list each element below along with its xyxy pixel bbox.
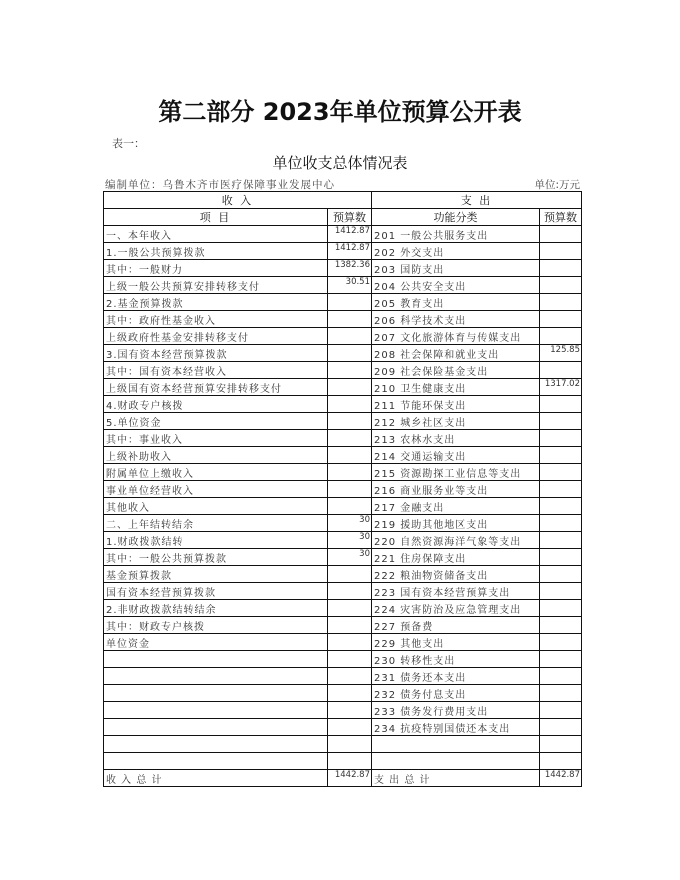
expense-amount: [540, 498, 582, 515]
table-row: [104, 566, 582, 583]
income-item: 1.财政拨款结转: [104, 532, 328, 549]
income-item: 2.非财政拨款结转结余: [104, 600, 328, 617]
expense-amount: [540, 566, 582, 583]
income-amount: [328, 311, 372, 328]
income-item: 单位资金: [104, 634, 328, 651]
income-item: [104, 702, 328, 719]
income-amount: [328, 651, 372, 668]
expense-item: 217 金融支出: [372, 498, 540, 515]
income-amount: [328, 481, 372, 498]
table-row: [104, 379, 582, 396]
expense-item: 220 自然资源海洋气象等支出: [372, 532, 540, 549]
expense-item: 223 国有资本经营预算支出: [372, 583, 540, 600]
table-row: [104, 362, 582, 379]
table-row: [104, 600, 582, 617]
table-row: [104, 481, 582, 498]
income-item: 基金预算拨款: [104, 566, 328, 583]
income-amount: [328, 702, 372, 719]
expense-amount: [540, 617, 582, 634]
expense-amount: [540, 243, 582, 260]
expense-amount: [540, 226, 582, 243]
income-amount: [328, 345, 372, 362]
expense-item: 204 公共安全支出: [372, 277, 540, 294]
expense-item: 203 国防支出: [372, 260, 540, 277]
income-item: 事业单位经营收入: [104, 481, 328, 498]
income-item: 2.基金预算拨款: [104, 294, 328, 311]
income-item: 其他收入: [104, 498, 328, 515]
income-amount: 1412.87: [328, 226, 372, 243]
table-row: [104, 277, 582, 294]
income-amount: [328, 396, 372, 413]
income-amount: [328, 617, 372, 634]
expense-amount: [540, 634, 582, 651]
income-item: 4.财政专户核拨: [104, 396, 328, 413]
income-amount: [328, 498, 372, 515]
income-item: 上级一般公共预算安排转移支付: [104, 277, 328, 294]
table-row: [104, 651, 582, 668]
expense-amount: [540, 549, 582, 566]
expense-item: 210 卫生健康支出: [372, 379, 540, 396]
unit-label: 单位:万元: [534, 179, 580, 191]
expense-header: 支 出: [372, 192, 582, 209]
table-row: [104, 413, 582, 430]
income-item: 5.单位资金: [104, 413, 328, 430]
expense-item: 215 资源勘探工业信息等支出: [372, 464, 540, 481]
expense-item: 229 其他支出: [372, 634, 540, 651]
organization: 编制单位：乌鲁木齐市医疗保障事业发展中心: [105, 179, 335, 191]
budget-table: [103, 191, 582, 787]
table-row: [104, 668, 582, 685]
income-amount: [328, 634, 372, 651]
table-row: [104, 719, 582, 736]
income-amount: 30: [328, 515, 372, 532]
income-amount: [328, 600, 372, 617]
expense-item: 214 交通运输支出: [372, 447, 540, 464]
income-amount: [328, 464, 372, 481]
income-item: 1.一般公共预算拨款: [104, 243, 328, 260]
income-item: 其中：国有资本经营收入: [104, 362, 328, 379]
income-item: [104, 719, 328, 736]
expense-amount: [540, 328, 582, 345]
expense-amount: [540, 362, 582, 379]
table-row: [104, 345, 582, 362]
income-amount: [328, 566, 372, 583]
expense-amount: [540, 583, 582, 600]
income-amount: [328, 379, 372, 396]
page-title: 第二部分 2023年单位预算公开表: [158, 98, 522, 126]
income-item: 其中：一般公共预算拨款: [104, 549, 328, 566]
expense-amount: [540, 702, 582, 719]
expense-amount: 125.85: [540, 345, 582, 362]
expense-item: 205 教育支出: [372, 294, 540, 311]
table-row: [104, 260, 582, 277]
expense-item: 222 粮油物资储备支出: [372, 566, 540, 583]
income-item: 其中：财政专户核拨: [104, 617, 328, 634]
table-number: 表一：: [112, 137, 145, 150]
income-amount: [328, 447, 372, 464]
table-row: [104, 328, 582, 345]
expense-item: [372, 753, 540, 770]
expense-amount: [540, 600, 582, 617]
expense-amount: [540, 413, 582, 430]
income-amount: [328, 753, 372, 770]
expense-amount: 1317.02: [540, 379, 582, 396]
table-row: [104, 549, 582, 566]
expense-item: 201 一般公共服务支出: [372, 226, 540, 243]
table-row: [104, 736, 582, 753]
expense-item: [372, 736, 540, 753]
expense-item: 230 转移性支出: [372, 651, 540, 668]
amount-header: 预算数: [328, 209, 372, 226]
expense-item: 232 债务付息支出: [372, 685, 540, 702]
expense-item: 216 商业服务业等支出: [372, 481, 540, 498]
expense-total-value: 1442.87: [540, 770, 582, 787]
table-row: [104, 430, 582, 447]
expense-amount: [540, 294, 582, 311]
expense-item: 207 文化旅游体育与传媒支出: [372, 328, 540, 345]
income-amount: [328, 668, 372, 685]
expense-item: 202 外交支出: [372, 243, 540, 260]
table-row: [104, 447, 582, 464]
income-item: 3.国有资本经营预算拨款: [104, 345, 328, 362]
income-item: [104, 753, 328, 770]
income-item: 二、上年结转结余: [104, 515, 328, 532]
table-row: [104, 634, 582, 651]
expense-amount: [540, 532, 582, 549]
expense-item: 227 预备费: [372, 617, 540, 634]
table-row: [104, 702, 582, 719]
expense-item: 213 农林水支出: [372, 430, 540, 447]
expense-item: 208 社会保障和就业支出: [372, 345, 540, 362]
function-header: 功能分类: [372, 209, 540, 226]
income-item: 其中：一般财力: [104, 260, 328, 277]
expense-item: 231 债务还本支出: [372, 668, 540, 685]
income-item: [104, 736, 328, 753]
total-row: [104, 770, 582, 787]
expense-amount: [540, 668, 582, 685]
income-amount: 30: [328, 549, 372, 566]
income-amount: [328, 362, 372, 379]
income-amount: [328, 328, 372, 345]
expense-amount: [540, 277, 582, 294]
income-item: 上级政府性基金安排转移支付: [104, 328, 328, 345]
table-row: [104, 532, 582, 549]
income-amount: [328, 430, 372, 447]
expense-item: 211 节能环保支出: [372, 396, 540, 413]
expense-item: 209 社会保险基金支出: [372, 362, 540, 379]
table-row: [104, 294, 582, 311]
income-amount: [328, 413, 372, 430]
expense-amount: [540, 651, 582, 668]
table-title: 单位收支总体情况表: [272, 154, 408, 172]
item-header: 项 目: [104, 209, 328, 226]
income-item: 国有资本经营预算拨款: [104, 583, 328, 600]
table-row: [104, 464, 582, 481]
income-amount: [328, 583, 372, 600]
income-item: [104, 668, 328, 685]
table-row: [104, 515, 582, 532]
expense-item: 224 灾害防治及应急管理支出: [372, 600, 540, 617]
income-amount: [328, 736, 372, 753]
income-amount: 30.51: [328, 277, 372, 294]
income-item: 其中：政府性基金收入: [104, 311, 328, 328]
income-header: 收 入: [104, 192, 372, 209]
table-row: [104, 583, 582, 600]
expense-amount: [540, 260, 582, 277]
expense-item: 234 抗疫特别国债还本支出: [372, 719, 540, 736]
expense-amount: [540, 481, 582, 498]
income-total-label: 收 入 总 计: [104, 770, 328, 787]
table-row: [104, 243, 582, 260]
expense-amount: [540, 515, 582, 532]
income-item: 一、本年收入: [104, 226, 328, 243]
income-item: [104, 685, 328, 702]
expense-amount: [540, 464, 582, 481]
income-amount: [328, 719, 372, 736]
expense-item: 221 住房保障支出: [372, 549, 540, 566]
expense-amount: [540, 447, 582, 464]
income-item: 上级补助收入: [104, 447, 328, 464]
expense-item: 212 城乡社区支出: [372, 413, 540, 430]
table-row: [104, 396, 582, 413]
expense-item: 206 科学技术支出: [372, 311, 540, 328]
table-row: [104, 226, 582, 243]
table-row: [104, 311, 582, 328]
expense-amount: [540, 719, 582, 736]
expense-item: 219 援助其他地区支出: [372, 515, 540, 532]
income-total-value: 1442.87: [328, 770, 372, 787]
expense-item: 233 债务发行费用支出: [372, 702, 540, 719]
expense-amount: [540, 736, 582, 753]
income-amount: 1412.87: [328, 243, 372, 260]
income-item: 附属单位上缴收入: [104, 464, 328, 481]
income-amount: 1382.36: [328, 260, 372, 277]
income-amount: [328, 685, 372, 702]
income-amount: 30: [328, 532, 372, 549]
expense-amount: [540, 685, 582, 702]
expense-amount: [540, 753, 582, 770]
table-row: [104, 753, 582, 770]
income-item: [104, 651, 328, 668]
table-row: [104, 685, 582, 702]
amount2-header: 预算数: [540, 209, 582, 226]
expense-total-label: 支 出 总 计: [372, 770, 540, 787]
expense-amount: [540, 396, 582, 413]
income-item: 上级国有资本经营预算安排转移支付: [104, 379, 328, 396]
expense-amount: [540, 311, 582, 328]
income-item: 其中：事业收入: [104, 430, 328, 447]
table-row: [104, 617, 582, 634]
income-amount: [328, 294, 372, 311]
expense-amount: [540, 430, 582, 447]
table-row: [104, 498, 582, 515]
